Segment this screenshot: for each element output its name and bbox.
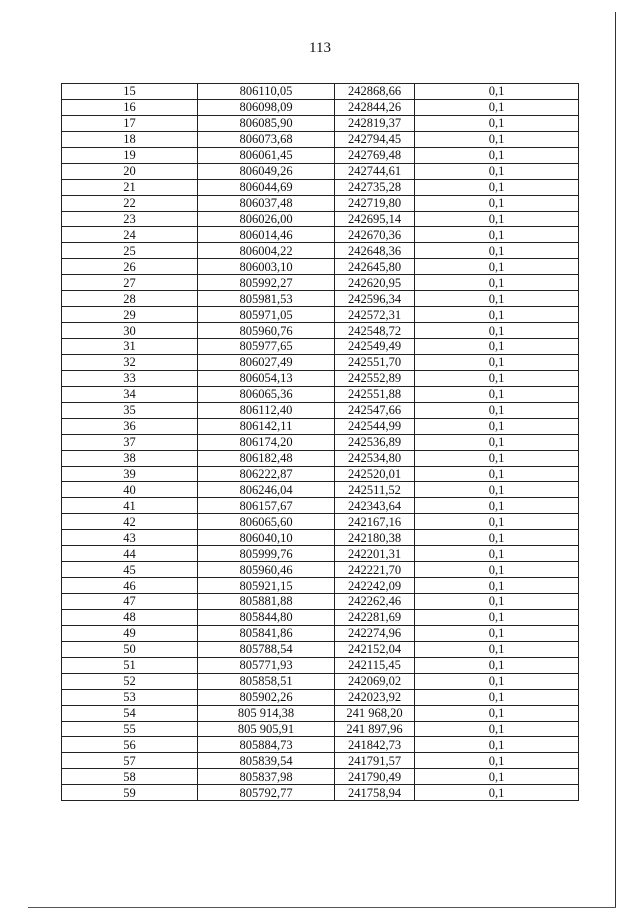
y-coordinate-cell: 242511,52 <box>335 482 415 498</box>
point-number-cell: 17 <box>62 115 198 131</box>
point-number-cell: 53 <box>62 689 198 705</box>
x-coordinate-cell: 805902,26 <box>198 689 335 705</box>
table-row <box>62 275 579 291</box>
page-number: 113 <box>309 40 331 56</box>
error-cell: 0,1 <box>415 625 579 641</box>
x-coordinate-cell: 805960,46 <box>198 562 335 578</box>
x-coordinate-cell: 806054,13 <box>198 370 335 386</box>
y-coordinate-cell: 242819,37 <box>335 115 415 131</box>
point-number-cell: 46 <box>62 578 198 594</box>
error-cell: 0,1 <box>415 147 579 163</box>
error-cell: 0,1 <box>415 179 579 195</box>
error-cell: 0,1 <box>415 514 579 530</box>
scan-edge-right <box>615 12 616 907</box>
y-coordinate-cell: 242648,36 <box>335 243 415 259</box>
error-cell: 0,1 <box>415 115 579 131</box>
x-coordinate-cell: 806026,00 <box>198 211 335 227</box>
error-cell: 0,1 <box>415 721 579 737</box>
x-coordinate-cell: 806073,68 <box>198 131 335 147</box>
table-row <box>62 657 579 673</box>
y-coordinate-cell: 242670,36 <box>335 227 415 243</box>
y-coordinate-cell: 242536,89 <box>335 434 415 450</box>
error-cell: 0,1 <box>415 641 579 657</box>
point-number-cell: 37 <box>62 434 198 450</box>
table-row <box>62 769 579 785</box>
y-coordinate-cell: 242620,95 <box>335 275 415 291</box>
table-row <box>62 721 579 737</box>
error-cell: 0,1 <box>415 705 579 721</box>
table-row <box>62 99 579 115</box>
x-coordinate-cell: 805971,05 <box>198 307 335 323</box>
point-number-cell: 31 <box>62 339 198 355</box>
x-coordinate-cell: 805 905,91 <box>198 721 335 737</box>
y-coordinate-cell: 242520,01 <box>335 466 415 482</box>
coordinates-table-body <box>62 84 579 801</box>
point-number-cell: 25 <box>62 243 198 259</box>
point-number-cell: 36 <box>62 418 198 434</box>
error-cell: 0,1 <box>415 99 579 115</box>
y-coordinate-cell: 242549,49 <box>335 339 415 355</box>
point-number-cell: 42 <box>62 514 198 530</box>
x-coordinate-cell: 806037,48 <box>198 195 335 211</box>
point-number-cell: 55 <box>62 721 198 737</box>
y-coordinate-cell: 242069,02 <box>335 673 415 689</box>
error-cell: 0,1 <box>415 418 579 434</box>
point-number-cell: 50 <box>62 641 198 657</box>
y-coordinate-cell: 242547,66 <box>335 402 415 418</box>
error-cell: 0,1 <box>415 466 579 482</box>
x-coordinate-cell: 806246,04 <box>198 482 335 498</box>
table-row <box>62 705 579 721</box>
table-row <box>62 354 579 370</box>
error-cell: 0,1 <box>415 370 579 386</box>
table-row <box>62 386 579 402</box>
table-row <box>62 84 579 100</box>
x-coordinate-cell: 806044,69 <box>198 179 335 195</box>
point-number-cell: 57 <box>62 753 198 769</box>
point-number-cell: 35 <box>62 402 198 418</box>
x-coordinate-cell: 806004,22 <box>198 243 335 259</box>
point-number-cell: 38 <box>62 450 198 466</box>
y-coordinate-cell: 242221,70 <box>335 562 415 578</box>
x-coordinate-cell: 806110,05 <box>198 84 335 100</box>
error-cell: 0,1 <box>415 594 579 610</box>
y-coordinate-cell: 241 897,96 <box>335 721 415 737</box>
x-coordinate-cell: 805839,54 <box>198 753 335 769</box>
point-number-cell: 20 <box>62 163 198 179</box>
table-row <box>62 211 579 227</box>
y-coordinate-cell: 242152,04 <box>335 641 415 657</box>
error-cell: 0,1 <box>415 354 579 370</box>
y-coordinate-cell: 242242,09 <box>335 578 415 594</box>
table-row <box>62 434 579 450</box>
error-cell: 0,1 <box>415 769 579 785</box>
table-row <box>62 609 579 625</box>
error-cell: 0,1 <box>415 402 579 418</box>
table-row <box>62 578 579 594</box>
point-number-cell: 39 <box>62 466 198 482</box>
error-cell: 0,1 <box>415 673 579 689</box>
y-coordinate-cell: 242844,26 <box>335 99 415 115</box>
x-coordinate-cell: 805788,54 <box>198 641 335 657</box>
table-row <box>62 546 579 562</box>
y-coordinate-cell: 242180,38 <box>335 530 415 546</box>
x-coordinate-cell: 805999,76 <box>198 546 335 562</box>
point-number-cell: 16 <box>62 99 198 115</box>
table-row <box>62 689 579 705</box>
y-coordinate-cell: 242695,14 <box>335 211 415 227</box>
x-coordinate-cell: 806085,90 <box>198 115 335 131</box>
point-number-cell: 52 <box>62 673 198 689</box>
coordinates-table <box>61 83 579 801</box>
point-number-cell: 26 <box>62 259 198 275</box>
point-number-cell: 19 <box>62 147 198 163</box>
error-cell: 0,1 <box>415 323 579 339</box>
table-row <box>62 227 579 243</box>
table-row <box>62 625 579 641</box>
point-number-cell: 48 <box>62 609 198 625</box>
error-cell: 0,1 <box>415 243 579 259</box>
error-cell: 0,1 <box>415 482 579 498</box>
point-number-cell: 15 <box>62 84 198 100</box>
point-number-cell: 44 <box>62 546 198 562</box>
table-row <box>62 498 579 514</box>
x-coordinate-cell: 806040,10 <box>198 530 335 546</box>
x-coordinate-cell: 806014,46 <box>198 227 335 243</box>
table-row <box>62 163 579 179</box>
error-cell: 0,1 <box>415 195 579 211</box>
error-cell: 0,1 <box>415 609 579 625</box>
point-number-cell: 58 <box>62 769 198 785</box>
table-row <box>62 514 579 530</box>
point-number-cell: 59 <box>62 785 198 801</box>
x-coordinate-cell: 806112,40 <box>198 402 335 418</box>
x-coordinate-cell: 805771,93 <box>198 657 335 673</box>
x-coordinate-cell: 806065,60 <box>198 514 335 530</box>
error-cell: 0,1 <box>415 785 579 801</box>
error-cell: 0,1 <box>415 307 579 323</box>
error-cell: 0,1 <box>415 737 579 753</box>
x-coordinate-cell: 806142,11 <box>198 418 335 434</box>
table-row <box>62 339 579 355</box>
table-row <box>62 673 579 689</box>
table-row <box>62 594 579 610</box>
table-row <box>62 418 579 434</box>
y-coordinate-cell: 242274,96 <box>335 625 415 641</box>
y-coordinate-cell: 242023,92 <box>335 689 415 705</box>
x-coordinate-cell: 805884,73 <box>198 737 335 753</box>
table-row <box>62 466 579 482</box>
table-row <box>62 641 579 657</box>
error-cell: 0,1 <box>415 434 579 450</box>
y-coordinate-cell: 242645,80 <box>335 259 415 275</box>
table-row <box>62 737 579 753</box>
x-coordinate-cell: 805841,86 <box>198 625 335 641</box>
y-coordinate-cell: 242167,16 <box>335 514 415 530</box>
scan-edge-bottom <box>28 907 616 908</box>
table-row <box>62 323 579 339</box>
y-coordinate-cell: 242201,31 <box>335 546 415 562</box>
point-number-cell: 28 <box>62 291 198 307</box>
x-coordinate-cell: 806049,26 <box>198 163 335 179</box>
x-coordinate-cell: 806098,09 <box>198 99 335 115</box>
y-coordinate-cell: 241791,57 <box>335 753 415 769</box>
error-cell: 0,1 <box>415 753 579 769</box>
y-coordinate-cell: 242281,69 <box>335 609 415 625</box>
table-row <box>62 147 579 163</box>
x-coordinate-cell: 805921,15 <box>198 578 335 594</box>
error-cell: 0,1 <box>415 657 579 673</box>
y-coordinate-cell: 242769,48 <box>335 147 415 163</box>
x-coordinate-cell: 805858,51 <box>198 673 335 689</box>
table-row <box>62 243 579 259</box>
x-coordinate-cell: 805 914,38 <box>198 705 335 721</box>
point-number-cell: 45 <box>62 562 198 578</box>
table-row <box>62 195 579 211</box>
x-coordinate-cell: 805981,53 <box>198 291 335 307</box>
point-number-cell: 43 <box>62 530 198 546</box>
error-cell: 0,1 <box>415 386 579 402</box>
error-cell: 0,1 <box>415 291 579 307</box>
table-row <box>62 291 579 307</box>
table-row <box>62 370 579 386</box>
point-number-cell: 32 <box>62 354 198 370</box>
x-coordinate-cell: 806222,87 <box>198 466 335 482</box>
point-number-cell: 23 <box>62 211 198 227</box>
error-cell: 0,1 <box>415 578 579 594</box>
table-row <box>62 753 579 769</box>
table-row <box>62 402 579 418</box>
x-coordinate-cell: 805881,88 <box>198 594 335 610</box>
point-number-cell: 27 <box>62 275 198 291</box>
table-row <box>62 179 579 195</box>
y-coordinate-cell: 241758,94 <box>335 785 415 801</box>
error-cell: 0,1 <box>415 227 579 243</box>
x-coordinate-cell: 805792,77 <box>198 785 335 801</box>
x-coordinate-cell: 805977,65 <box>198 339 335 355</box>
error-cell: 0,1 <box>415 498 579 514</box>
y-coordinate-cell: 241842,73 <box>335 737 415 753</box>
point-number-cell: 54 <box>62 705 198 721</box>
table-row <box>62 562 579 578</box>
error-cell: 0,1 <box>415 131 579 147</box>
error-cell: 0,1 <box>415 450 579 466</box>
x-coordinate-cell: 806065,36 <box>198 386 335 402</box>
table-row <box>62 115 579 131</box>
x-coordinate-cell: 806027,49 <box>198 354 335 370</box>
y-coordinate-cell: 242534,80 <box>335 450 415 466</box>
error-cell: 0,1 <box>415 562 579 578</box>
x-coordinate-cell: 806061,45 <box>198 147 335 163</box>
y-coordinate-cell: 242596,34 <box>335 291 415 307</box>
y-coordinate-cell: 242551,88 <box>335 386 415 402</box>
y-coordinate-cell: 242552,89 <box>335 370 415 386</box>
error-cell: 0,1 <box>415 259 579 275</box>
y-coordinate-cell: 242551,70 <box>335 354 415 370</box>
point-number-cell: 18 <box>62 131 198 147</box>
y-coordinate-cell: 242744,61 <box>335 163 415 179</box>
table-row <box>62 131 579 147</box>
x-coordinate-cell: 806003,10 <box>198 259 335 275</box>
point-number-cell: 33 <box>62 370 198 386</box>
table-row <box>62 450 579 466</box>
point-number-cell: 30 <box>62 323 198 339</box>
point-number-cell: 24 <box>62 227 198 243</box>
point-number-cell: 49 <box>62 625 198 641</box>
y-coordinate-cell: 242544,99 <box>335 418 415 434</box>
table-row <box>62 307 579 323</box>
point-number-cell: 40 <box>62 482 198 498</box>
table-row <box>62 785 579 801</box>
point-number-cell: 29 <box>62 307 198 323</box>
table-row <box>62 482 579 498</box>
x-coordinate-cell: 806174,20 <box>198 434 335 450</box>
error-cell: 0,1 <box>415 689 579 705</box>
error-cell: 0,1 <box>415 275 579 291</box>
x-coordinate-cell: 806182,48 <box>198 450 335 466</box>
y-coordinate-cell: 242572,31 <box>335 307 415 323</box>
y-coordinate-cell: 241790,49 <box>335 769 415 785</box>
x-coordinate-cell: 805837,98 <box>198 769 335 785</box>
error-cell: 0,1 <box>415 163 579 179</box>
error-cell: 0,1 <box>415 530 579 546</box>
y-coordinate-cell: 242719,80 <box>335 195 415 211</box>
y-coordinate-cell: 242343,64 <box>335 498 415 514</box>
error-cell: 0,1 <box>415 546 579 562</box>
x-coordinate-cell: 805992,27 <box>198 275 335 291</box>
y-coordinate-cell: 242262,46 <box>335 594 415 610</box>
error-cell: 0,1 <box>415 211 579 227</box>
point-number-cell: 41 <box>62 498 198 514</box>
y-coordinate-cell: 241 968,20 <box>335 705 415 721</box>
x-coordinate-cell: 806157,67 <box>198 498 335 514</box>
y-coordinate-cell: 242868,66 <box>335 84 415 100</box>
error-cell: 0,1 <box>415 339 579 355</box>
point-number-cell: 56 <box>62 737 198 753</box>
table-row <box>62 530 579 546</box>
x-coordinate-cell: 805960,76 <box>198 323 335 339</box>
point-number-cell: 51 <box>62 657 198 673</box>
error-cell: 0,1 <box>415 84 579 100</box>
point-number-cell: 47 <box>62 594 198 610</box>
x-coordinate-cell: 805844,80 <box>198 609 335 625</box>
y-coordinate-cell: 242735,28 <box>335 179 415 195</box>
table-row <box>62 259 579 275</box>
y-coordinate-cell: 242548,72 <box>335 323 415 339</box>
point-number-cell: 22 <box>62 195 198 211</box>
point-number-cell: 34 <box>62 386 198 402</box>
y-coordinate-cell: 242115,45 <box>335 657 415 673</box>
point-number-cell: 21 <box>62 179 198 195</box>
y-coordinate-cell: 242794,45 <box>335 131 415 147</box>
